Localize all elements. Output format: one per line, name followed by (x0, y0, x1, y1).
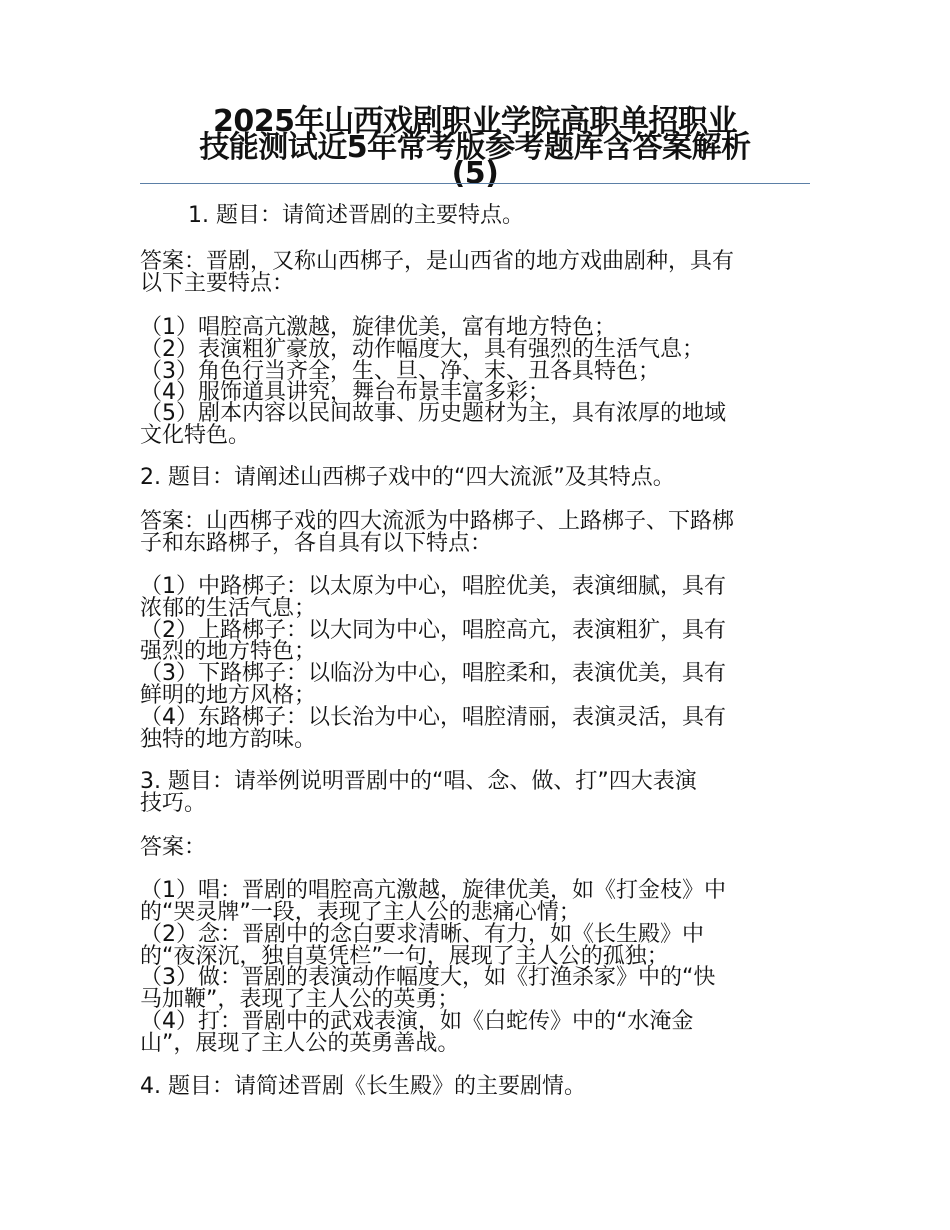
title-line-1: 2025年山西戏剧职业学院高职单招职业 (213, 104, 737, 139)
title-line-3: (5) (451, 156, 499, 191)
answer-2-item: （3）下路梆子：以临汾为中心，唱腔柔和，表演优美，具有 (140, 661, 726, 686)
answer-2-line: 子和东路梆子，各自具有以下特点： (140, 531, 493, 556)
answer-1-item: 文化特色。 (140, 423, 251, 448)
answer-2-item: 浓郁的生活气息； (140, 596, 317, 621)
answer-1-item: （3）角色行当齐全，生、旦、净、末、丑各具特色； (140, 359, 660, 384)
question-2: 2. 题目：请阐述山西梆子戏中的“四大流派”及其特点。 (140, 465, 675, 490)
title-line-2: 技能测试近5年常考版参考题库含答案解析 (199, 130, 751, 165)
answer-3-item: 山”，展现了主人公的英勇善战。 (140, 1031, 460, 1056)
answer-1-line: 答案：晋剧，又称山西梆子，是山西省的地方戏曲剧种，具有 (140, 249, 735, 274)
answer-2-line: 答案：山西梆子戏的四大流派为中路梆子、上路梆子、下路梆 (140, 509, 735, 534)
answer-3-item: 的“哭灵牌”一段，表现了主人公的悲痛心情； (140, 900, 581, 925)
answer-2-item: （4）东路梆子：以长治为中心，唱腔清丽，表演灵活，具有 (140, 705, 726, 730)
answer-1-item: （1）唱腔高亢激越，旋律优美，富有地方特色； (140, 315, 616, 340)
answer-2-item: 强烈的地方特色； (140, 639, 317, 664)
answer-2-item: 独特的地方韵味。 (140, 727, 317, 752)
answer-1-item: （2）表演粗犷豪放，动作幅度大，具有强烈的生活气息； (140, 337, 704, 362)
answer-3-label: 答案： (140, 835, 207, 860)
answer-2-item: （2）上路梆子：以大同为中心，唱腔高亢，表演粗犷，具有 (140, 618, 726, 643)
answer-3-item: （4）打：晋剧中的武戏表演，如《白蛇传》中的“水淹金 (140, 1009, 694, 1034)
answer-3-item: （2）念：晋剧中的念白要求清晰、有力，如《长生殿》中 (140, 922, 704, 947)
title-divider (140, 183, 810, 184)
question-3: 技巧。 (140, 791, 207, 816)
answer-2-item: 鲜明的地方风格； (140, 683, 317, 708)
answer-1-item: （5）剧本内容以民间故事、历史题材为主，具有浓厚的地域 (140, 401, 726, 426)
question-4: 4. 题目：请简述晋剧《长生殿》的主要剧情。 (140, 1074, 586, 1099)
answer-3-item: 马加鞭”，表现了主人公的英勇； (140, 987, 460, 1012)
answer-1-item: （4）服饰道具讲究，舞台布景丰富多彩； (140, 380, 550, 405)
answer-3-item: （1）唱：晋剧的唱腔高亢激越，旋律优美，如《打金枝》中 (140, 878, 726, 903)
answer-2-item: （1）中路梆子：以太原为中心，唱腔优美，表演细腻，具有 (140, 574, 726, 599)
question-1: 1. 题目：请简述晋剧的主要特点。 (188, 203, 524, 228)
answer-1-line: 以下主要特点： (140, 271, 295, 296)
answer-3-item: （3）做：晋剧的表演动作幅度大，如《打渔杀家》中的“快 (140, 965, 716, 990)
question-3: 3. 题目：请举例说明晋剧中的“唱、念、做、打”四大表演 (140, 769, 697, 794)
answer-3-item: 的“夜深沉，独自莫凭栏”一句，展现了主人公的孤独； (140, 944, 669, 969)
